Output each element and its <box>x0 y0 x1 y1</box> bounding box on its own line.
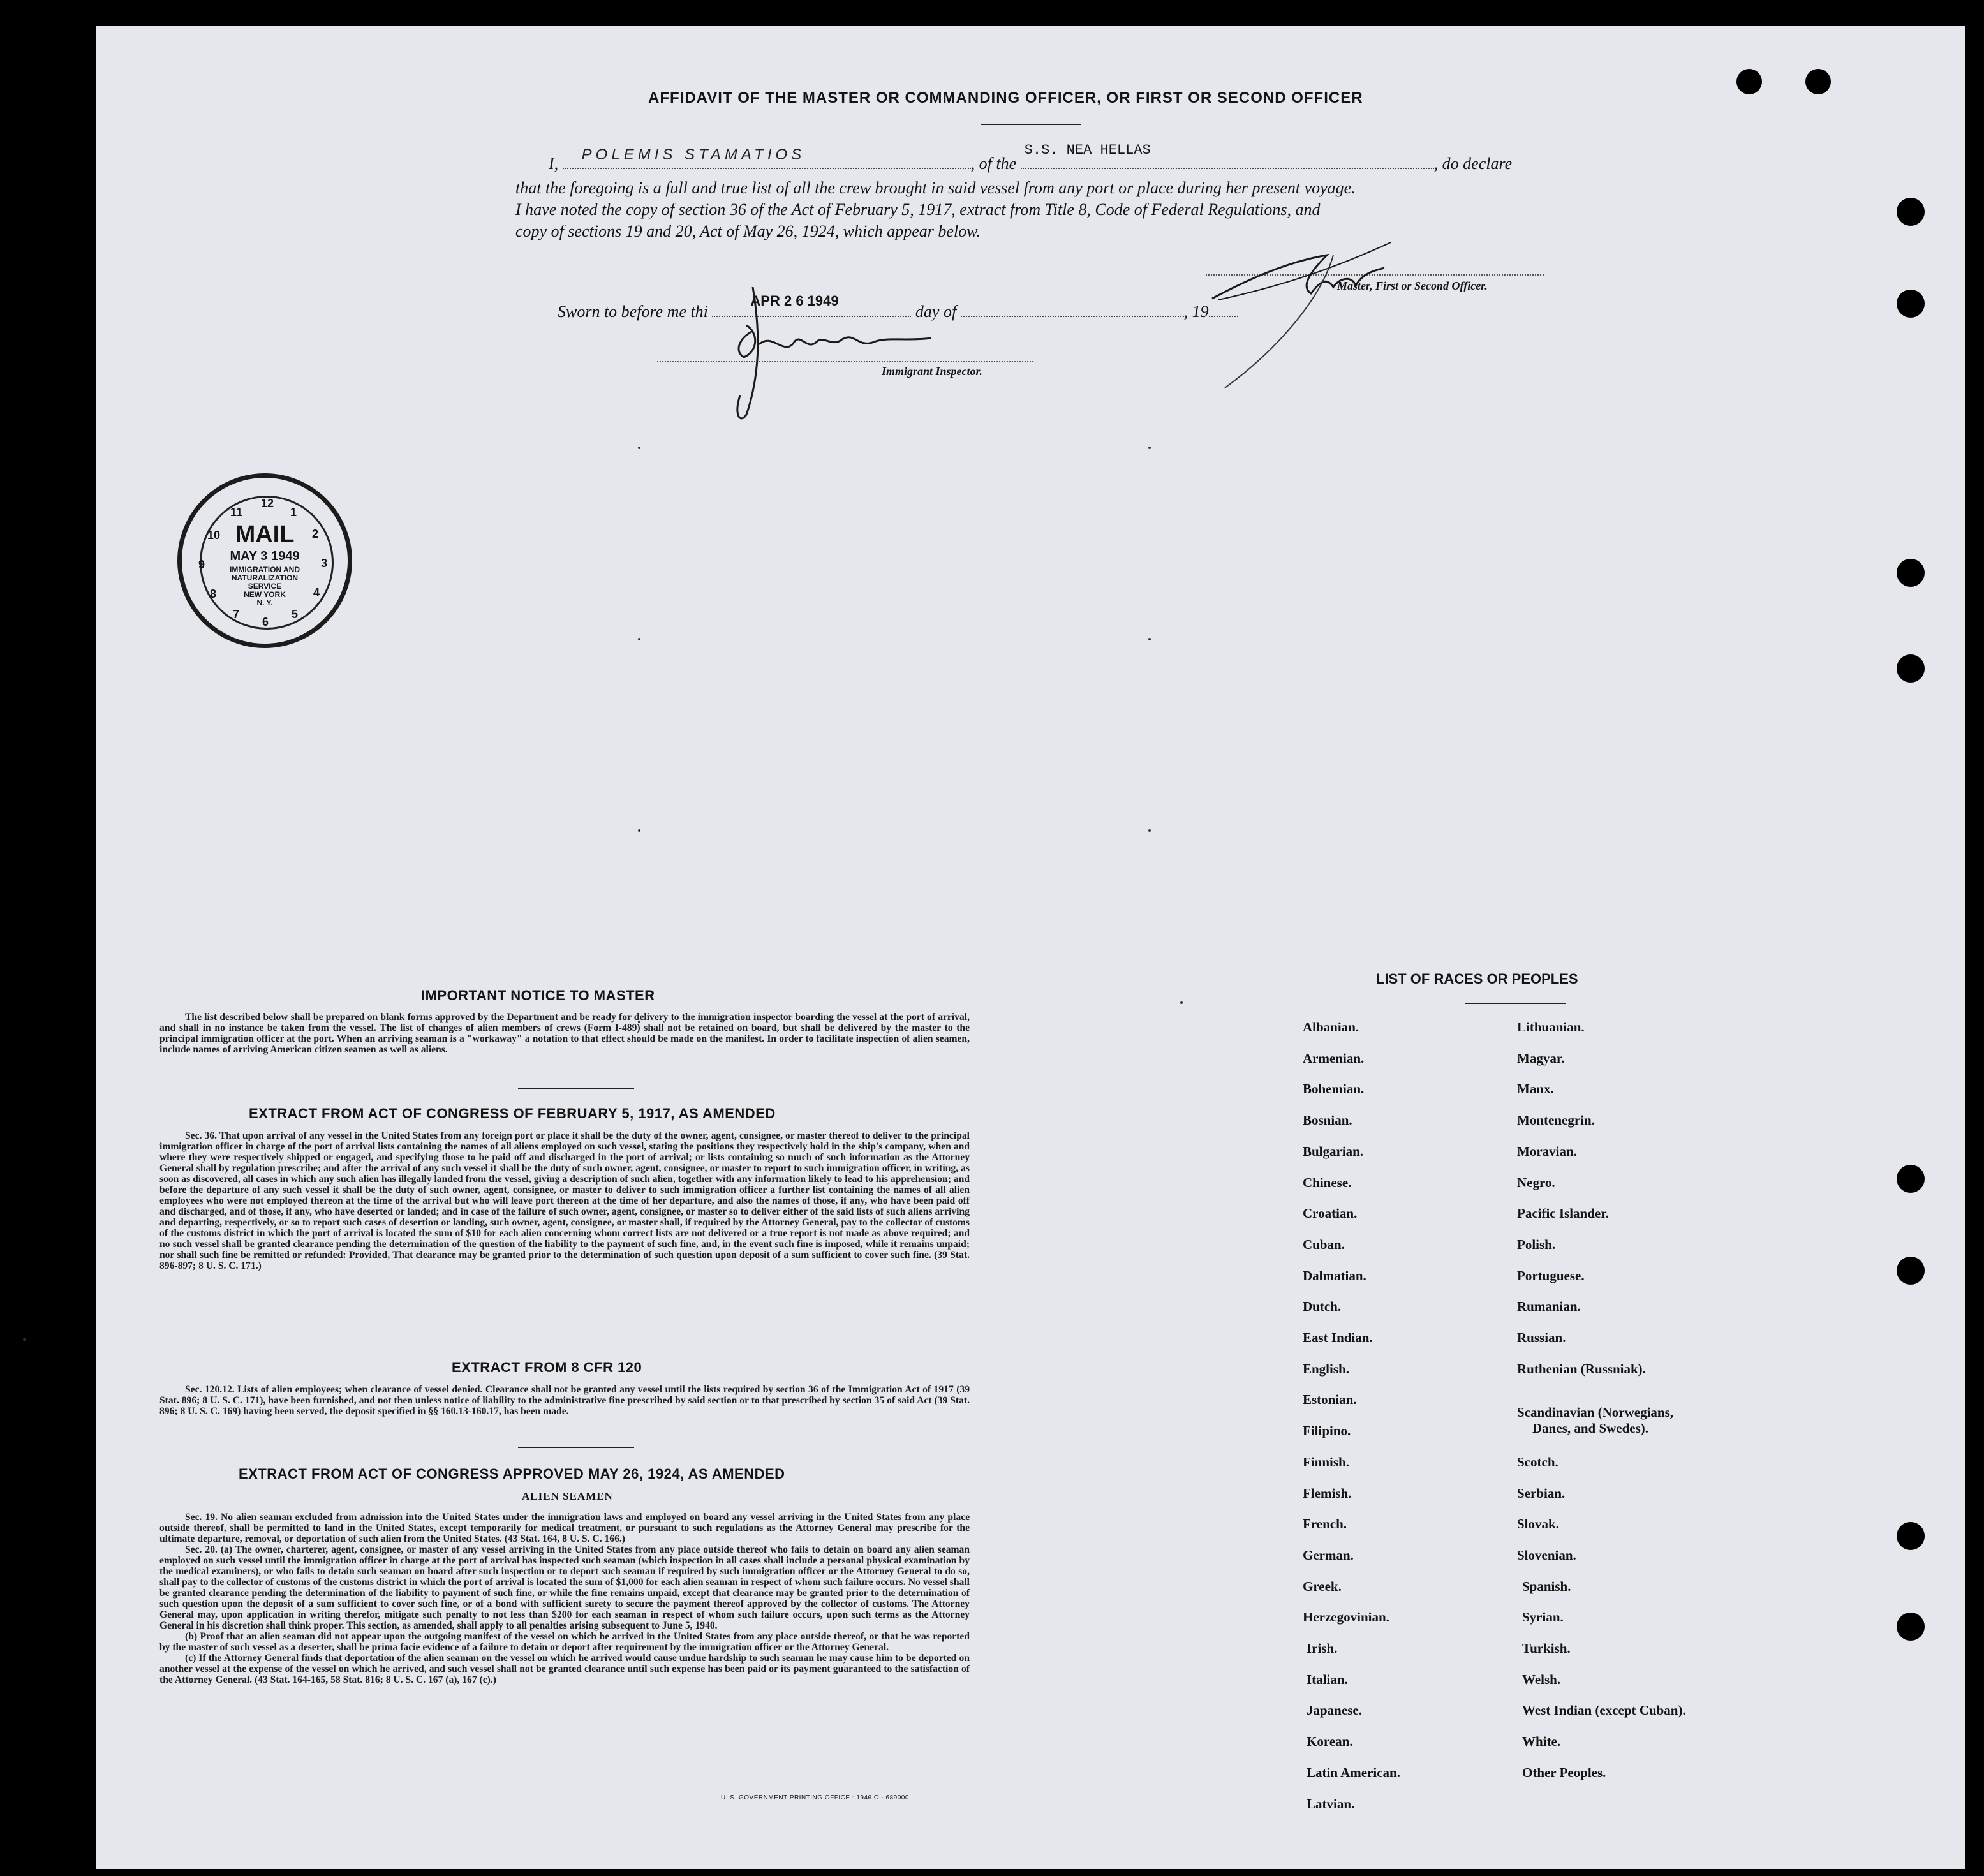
master-title <box>1337 279 1488 293</box>
notice-title: IMPORTANT NOTICE TO MASTER <box>421 987 655 1003</box>
race-item: Slovak. <box>1517 1516 1559 1532</box>
race-item: Manx. <box>1517 1081 1554 1097</box>
race-item: Other Peoples. <box>1522 1764 1606 1780</box>
punch-hole <box>1897 290 1925 318</box>
extract-1917-text: Sec. 36. That upon arrival of any vessel in the United States from any foreign port or place it shall be the duty of the owner, agent, consignee, or master thereof to deliver to the principal immigration officer in charge of the port of arrival lists containing the names of all aliens employed on such vessel, stating the positions they respectively hold in the ship's company, when and where they were respectively shipped or engaged, and specifying those to be paid off and discharged in the port of arrival; or lists containing so much of such information as the Attorney General shall by regulation prescribe; and after the arrival of any such vessel it shall be the duty of such owner, agent, consignee, or master to report to such immigration officer, in writing, as soon as discovered, all cases in which any such alien has illegally landed from the vessel, giving a description of such alien, together with any information likely to lead to his apprehension; and before the departure of any such vessel it shall be the duty of such owner, agent, consignee, or master to deliver to such immigration officer a further list containing the names of all alien employees who were not employed thereon at the time of the arrival but who will leave port thereon at the time of her departure, and also the names of those, if any, who have been paid off and discharged, and of those, if any, who have deserted or landed; and in case of the failure of such owner, agent, consignee, or master so to deliver either of the said lists of such aliens arriving and departing, respectively, or so to report such cases of desertion or landing, such owner, agent, consignee, or master shall, if required by the Attorney General, pay to the collector of customs of the customs district in which the port of arrival is located the sum of $10 for each alien concerning whom correct lists are not delivered or a true report is not made as above required; and no such vessel shall be granted clearance pending the determination of the question of the liability to the payment of such fine, and, in the event such fine is imposed, while it remains unpaid; nor shall such fine be remitted or refunded: Provided, That clearance may be granted prior to the determination of such question upon deposit of a sum sufficient to cover such fine. (39 Stat. 896-897; 8 U. S. C. 171.) <box>159 1130 970 1271</box>
race-item: Chinese. <box>1303 1174 1352 1190</box>
punch-hole <box>1897 1165 1925 1193</box>
race-item: East Indian. <box>1303 1330 1373 1345</box>
race-item: Cuban. <box>1303 1236 1345 1252</box>
race-item: Danes, and Swedes). <box>1532 1420 1649 1436</box>
race-item: Serbian. <box>1517 1485 1566 1501</box>
race-item: Negro. <box>1517 1174 1555 1190</box>
punch-hole <box>1897 1522 1925 1550</box>
race-item: English. <box>1303 1361 1349 1377</box>
affidavit-line-4: copy of sections 19 and 20, Act of May 26, 1924, which appear below. <box>515 222 981 240</box>
race-item: Filipino. <box>1303 1423 1351 1439</box>
race-item: Polish. <box>1517 1236 1556 1252</box>
master-label: Master, <box>1337 279 1373 292</box>
race-item: Korean. <box>1307 1734 1353 1750</box>
race-item: Syrian. <box>1522 1609 1564 1625</box>
date-stamp: APR 2 6 1949 <box>750 293 839 309</box>
race-item: Armenian. <box>1303 1050 1365 1066</box>
race-item: Albanian. <box>1303 1019 1359 1035</box>
inspector-label: Immigrant Inspector. <box>882 365 983 378</box>
race-item: West Indian (except Cuban). <box>1522 1702 1686 1718</box>
stamp-date: MAY 3 1949 <box>230 549 300 563</box>
extract-8cfr-title: EXTRACT FROM 8 CFR 120 <box>452 1359 642 1375</box>
race-item: Herzegovinian. <box>1303 1609 1389 1625</box>
punch-hole <box>1897 198 1925 226</box>
race-item: Greek. <box>1303 1578 1342 1594</box>
year-label: , 19 <box>1183 302 1209 321</box>
do-declare-label: , do declare <box>1433 154 1513 173</box>
race-item: Scotch. <box>1517 1454 1558 1470</box>
extract-1924-title: EXTRACT FROM ACT OF CONGRESS APPROVED MAY 26, 1924, AS AMENDED <box>239 1466 785 1482</box>
punch-hole <box>1897 1613 1925 1641</box>
race-item: Portuguese. <box>1517 1267 1585 1283</box>
day-of-label: day of <box>915 302 957 321</box>
race-item: German. <box>1303 1547 1354 1563</box>
vessel-name: S.S. NEA HELLAS <box>1024 142 1151 158</box>
race-item: Bohemian. <box>1303 1081 1365 1097</box>
race-item: Ruthenian (Russniak). <box>1517 1361 1646 1377</box>
extract-8cfr-text: Sec. 120.12. Lists of alien employees; when clearance of vessel denied. Clearance shall not be granted any vessel until the lists required by section 36 of the Immigration Act of 1917 (39 Stat. 896; 8 U. S. C. 171), have been furnished, and not then unless notice of liability to the administrative fine prescribed by said section or to that prescribed by section 35 of said Act (39 Stat. 896; 8 U. S. C. 169) having been served, the deposit specified in §§ 160.13-160.17, has been made. <box>159 1384 970 1417</box>
officer-name: POLEMIS STAMATIOS <box>581 146 806 163</box>
affidavit-i: I, <box>549 154 559 173</box>
affidavit-line-3: I have noted the copy of section 36 of the Act of February 5, 1917, extract from Title 8, Code of Federal Regulations, and <box>515 200 1321 219</box>
race-item: Irish. <box>1307 1641 1338 1656</box>
officer-label-struck: First or Second Officer. <box>1375 279 1488 292</box>
stamp-agency: IMMIGRATION AND NATURALIZATION SERVICE NEW YORK N. Y. <box>230 565 300 607</box>
race-item: Slovenian. <box>1517 1547 1576 1563</box>
punch-hole <box>1897 559 1925 587</box>
race-item: Flemish. <box>1303 1485 1352 1501</box>
punch-hole <box>1897 1257 1925 1285</box>
punch-hole <box>1897 654 1925 683</box>
race-item: Russian. <box>1517 1330 1566 1345</box>
race-item: Rumanian. <box>1517 1299 1581 1315</box>
stamp-word: MAIL <box>235 521 295 548</box>
race-item: Spanish. <box>1522 1578 1571 1594</box>
race-item: Latvian. <box>1307 1796 1355 1812</box>
mail-received-stamp: 12 1 2 3 4 5 6 7 8 9 10 11 MAIL MAY 3 1949 IMMIGRATION AND NATURALIZATION SERVICE NEW YORK N. Y. <box>177 473 352 648</box>
race-item: Montenegrin. <box>1517 1112 1595 1128</box>
race-item: Moravian. <box>1517 1143 1577 1159</box>
punch-hole <box>1805 69 1831 94</box>
races-title: LIST OF RACES OR PEOPLES <box>1376 971 1578 987</box>
race-item: Bosnian. <box>1303 1112 1352 1128</box>
affidavit-line-2: that the foregoing is a full and true list of all the crew brought in said vessel from any port or place during her present voyage. <box>515 179 1356 197</box>
inspector-signature <box>721 287 1002 427</box>
sworn-label: Sworn to before me thi <box>558 302 708 321</box>
notice-text: The list described below shall be prepared on blank forms approved by the Department and be ready for delivery to the immigration inspector boarding the vessel at the port of arrival, and shall in no instance be taken from the vessel. The list of changes of alien members of crews (Form I-489) shall not be retained on board, but shall be delivered by the master to the principal immigration officer at the port. When an arriving seaman is a "workaway" a notation to that effect should be made on the manifest. In order to facilitate inspection of alien seamen, include names of arriving American citizen seamen as well as aliens. <box>159 1012 970 1055</box>
race-item: Welsh. <box>1522 1671 1561 1687</box>
race-item: White. <box>1522 1734 1561 1750</box>
race-item: French. <box>1303 1516 1347 1532</box>
affidavit-title: AFFIDAVIT OF THE MASTER OR COMMANDING OFFICER, OR FIRST OR SECOND OFFICER <box>648 89 1363 107</box>
extract-1924-text: Sec. 19. No alien seaman excluded from admission into the United States under the immigration laws and employed on board any vessel arriving in the United States from any place outside thereof, shall be permitted to land in the United States, except temporarily for medical treatment, or pursuant to such regulations as the Attorney General may prescribe for the ultimate departure, removal, or deportation of such alien from the United States. (43 Stat. 164, 8 U. S. C. 166.) Sec. 20. (a) The owner, charterer, agent, consignee, or master of any vessel arriving in the United States from any place outside thereof who fails to detain on board any alien seaman employed on such vessel until the immigration officer in charge at the port of arrival has inspected such seaman (which inspection in all cases shall include a personal physical examination by the medical examiners), or who fails to detain such seaman on board after such inspection or to deport such seaman if required by such immigration officer or the Attorney General to do so, shall pay to the collector of customs of the customs district in which the port of arrival is located the sum of $1,000 for each alien seaman in respect of whom such failure occurs. No vessel shall be granted clearance pending the determination of the liability to payment of such fine, or while the fine remains unpaid, except that clearance may be granted prior to the determination of such question upon the deposit of a sum sufficient to cover such fine, or of a bond with sufficient surety to secure the payment thereof approved by the collector of customs. The Attorney General may, upon application in writing therefor, mitigate such penalty to not less than $200 for each seaman in respect of whom such failure occurs, upon such terms as the Attorney General in his discretion shall think proper. This section, as amended, shall apply to all penalties arising subsequent to June 5, 1940. (b) Proof that an alien seaman did not appear upon the outgoing manifest of the vessel on which he arrived in the United States from any place outside thereof, or that he was reported by the master of such vessel as a deserter, shall be prima facie evidence of a failure to detain or deport after requirement by the immigration officer or the Attorney General. (c) If the Attorney General finds that deportation of the alien seaman on the vessel on which he arrived would cause undue hardship to such seaman he may cause him to be deported on another vessel at the expense of the vessel on which he arrived, and such vessel shall not be granted clearance until such expense has been paid or its payment guaranteed to the satisfaction of the Attorney General. (43 Stat. 164-165, 58 Stat. 816; 8 U. S. C. 167 (a), 167 (c).) <box>159 1512 970 1685</box>
race-item: Dalmatian. <box>1303 1267 1366 1283</box>
of-the-label: , of the <box>970 154 1017 173</box>
race-item: Bulgarian. <box>1303 1143 1364 1159</box>
race-item: Croatian. <box>1303 1206 1358 1222</box>
race-item: Scandinavian (Norwegians, <box>1517 1404 1674 1420</box>
race-item: Turkish. <box>1522 1641 1571 1656</box>
extract-1917-title: EXTRACT FROM ACT OF CONGRESS OF FEBRUARY 5, 1917, AS AMENDED <box>249 1105 776 1121</box>
race-item: Latin American. <box>1307 1764 1400 1780</box>
race-item: Finnish. <box>1303 1454 1349 1470</box>
race-item: Dutch. <box>1303 1299 1342 1315</box>
race-item: Lithuanian. <box>1517 1019 1585 1035</box>
printing-office-footer: U. S. GOVERNMENT PRINTING OFFICE : 1946 O - 689000 <box>721 1794 909 1801</box>
race-item: Pacific Islander. <box>1517 1206 1609 1222</box>
race-item: Italian. <box>1307 1671 1348 1687</box>
race-item: Estonian. <box>1303 1392 1357 1408</box>
affidavit-line-1 <box>549 142 1513 174</box>
punch-hole <box>1736 69 1762 94</box>
extract-1924-subtitle: ALIEN SEAMEN <box>522 1490 613 1502</box>
race-item: Magyar. <box>1517 1050 1565 1066</box>
race-item: Japanese. <box>1307 1702 1362 1718</box>
